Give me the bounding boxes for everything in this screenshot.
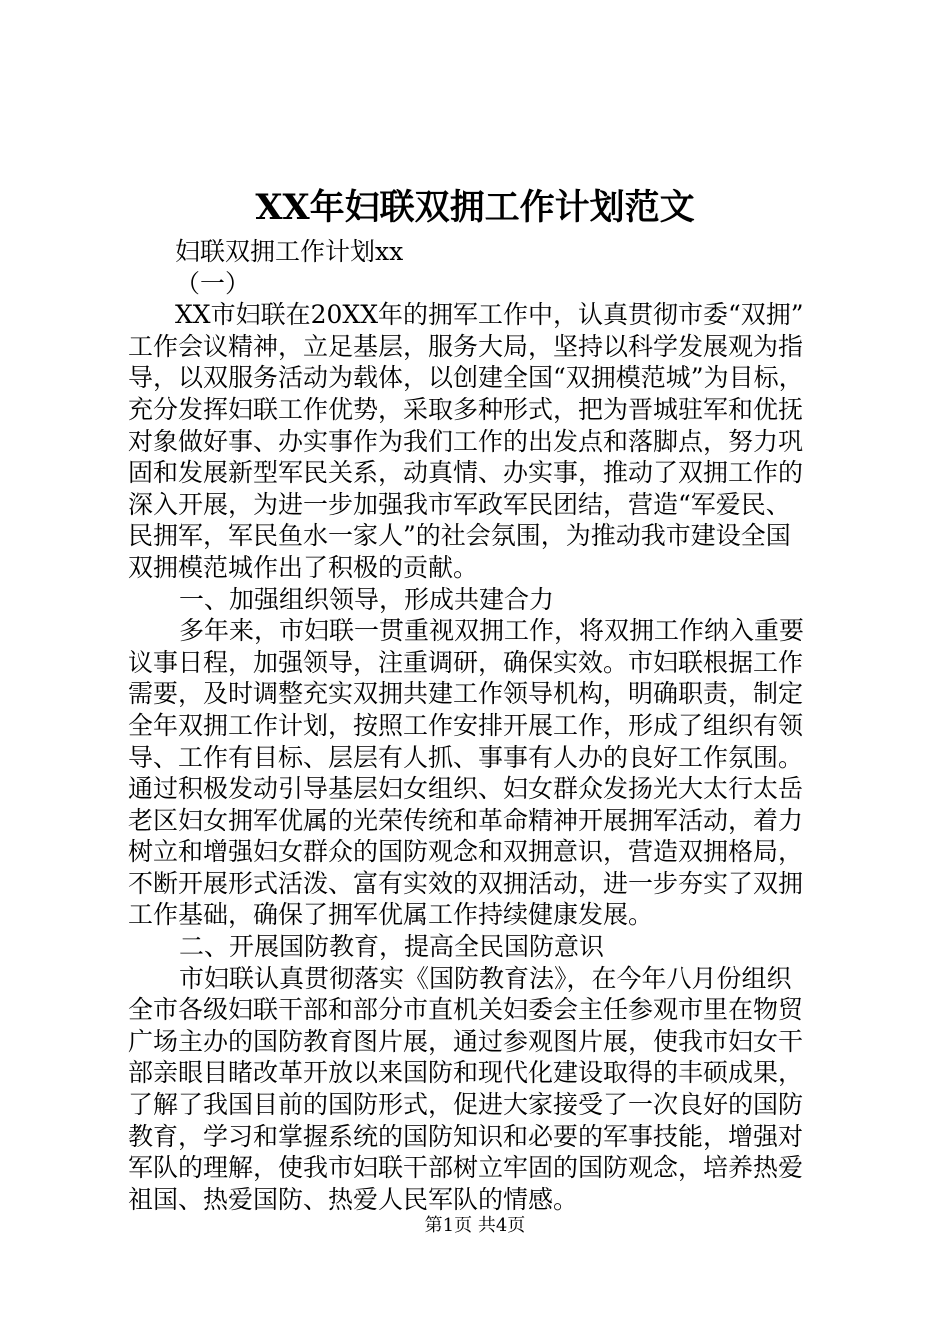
paragraph-line: 工作基础，确保了拥军优属工作持续健康发展。 <box>128 900 654 930</box>
section-heading-2: 二、开展国防教育，提高全民国防意识 <box>179 932 605 962</box>
paragraph-line: 祖国、热爱国防、热爱人民军队的情感。 <box>128 1184 579 1214</box>
paragraph-line: 广场主办的国防教育图片展，通过参观图片展，使我市妇女干 <box>128 1026 804 1056</box>
paragraph-line: 需要，及时调整充实双拥共建工作领导机构，明确职责，制定 <box>128 679 804 709</box>
paragraph-line: 多年来，市妇联一贯重视双拥工作，将双拥工作纳入重要 <box>179 616 805 646</box>
document-body <box>128 236 843 1215</box>
paragraph-3 <box>128 963 843 1216</box>
document-subtitle: 妇联双拥工作计划xx <box>175 237 404 266</box>
paragraph-line: 议事日程，加强领导，注重调研，确保实效。市妇联根据工作 <box>128 647 804 677</box>
paragraph-line: 教育，学习和掌握系统的国防知识和必要的军事技能，增强对 <box>128 1121 804 1151</box>
paragraph-line: 双拥模范城作出了积极的贡献。 <box>128 552 479 582</box>
paragraph-line: 工作会议精神，立足基层，服务大局，坚持以科学发展观为指 <box>128 331 804 361</box>
paragraph-line: 深入开展，为进一步加强我市军政军民团结，营造“军爱民、 <box>128 489 791 519</box>
paragraph-line: 民拥军，军民鱼水一家人”的社会氛围，为推动我市建设全国 <box>128 521 791 551</box>
paragraph-line: 老区妇女拥军优属的光荣传统和革命精神开展拥军活动，着力 <box>128 805 804 835</box>
paragraph-line: 了解了我国目前的国防形式，促进大家接受了一次良好的国防 <box>128 1090 804 1120</box>
paragraph-line: 全年双拥工作计划，按照工作安排开展工作，形成了组织有领 <box>128 710 804 740</box>
paragraph-line: 市妇联认真贯彻落实《国防教育法》，在今年八月份组织 <box>179 963 792 993</box>
paragraph-line: 充分发挥妇联工作优势，采取多种形式，把为晋城驻军和优抚 <box>128 394 804 424</box>
paragraph-line: 树立和增强妇女群众的国防观念和双拥意识，营造双拥格局， <box>128 837 804 867</box>
page-number-footer: 第1页 共4页 <box>424 1215 526 1236</box>
paragraph-line: 全市各级妇联干部和部分市直机关妇委会主任参观市里在物贸 <box>128 995 804 1025</box>
section-heading-1: 一、加强组织领导，形成共建合力 <box>179 584 555 614</box>
document-title: XX年妇联双拥工作计划范文 <box>255 187 695 228</box>
paragraph-line: 导，以双服务活动为载体，以创建全国“双拥模范城”为目标， <box>128 363 804 393</box>
paragraph-line: 通过积极发动引导基层妇女组织、妇女群众发扬光大太行太岳 <box>128 774 804 804</box>
paragraph-line: 对象做好事、办实事作为我们工作的出发点和落脚点，努力巩 <box>128 426 804 456</box>
paragraph-line: XX市妇联在20XX年的拥军工作中，认真贯彻市委“双拥” <box>175 300 804 330</box>
section-marker: （一） <box>175 268 251 298</box>
paragraph-line: 军队的理解，使我市妇联干部树立牢固的国防观念，培养热爱 <box>128 1153 804 1183</box>
paragraph-line: 固和发展新型军民关系，动真情、办实事，推动了双拥工作的 <box>128 458 804 488</box>
paragraph-1 <box>128 299 843 583</box>
paragraph-line: 不断开展形式活泼、富有实效的双拥活动，进一步夯实了双拥 <box>128 868 804 898</box>
paragraph-line: 导、工作有目标、层层有人抓、事事有人办的良好工作氛围。 <box>128 742 804 772</box>
paragraph-line: 部亲眼目睹改革开放以来国防和现代化建设取得的丰硕成果， <box>128 1058 804 1088</box>
paragraph-2 <box>128 615 843 931</box>
